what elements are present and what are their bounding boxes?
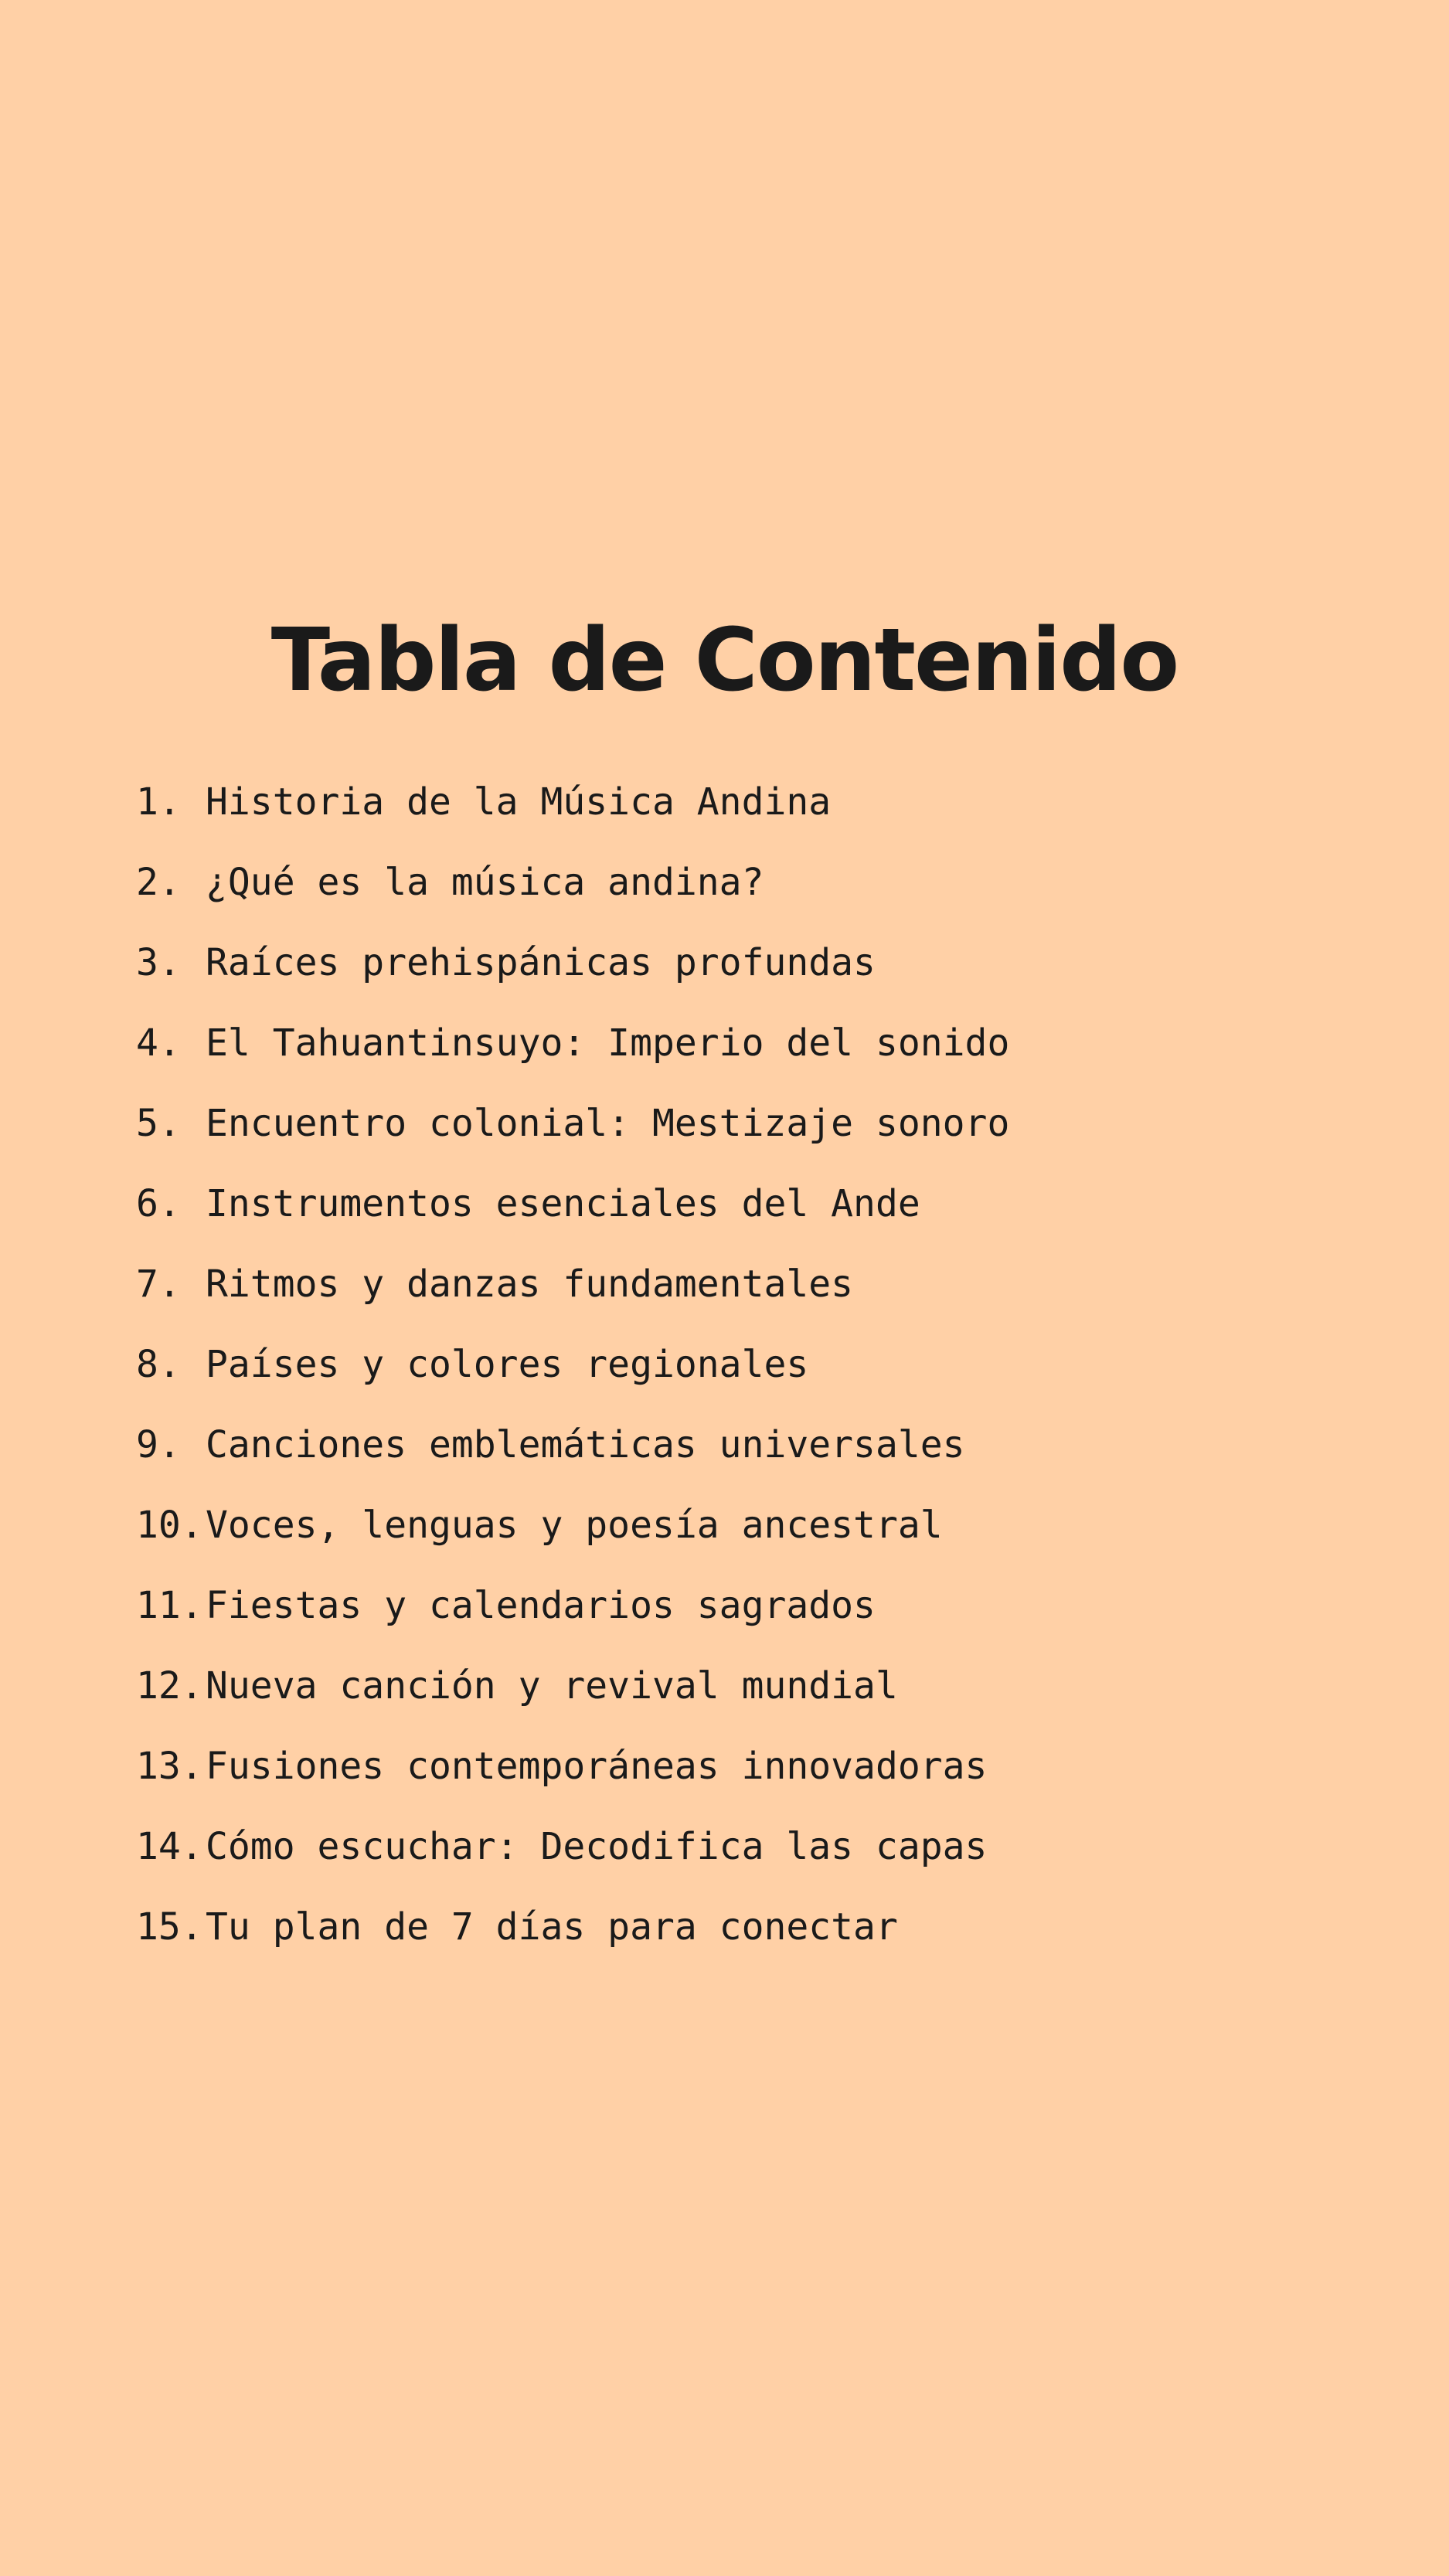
toc-item-number: 4. bbox=[136, 1021, 181, 1065]
toc-item-number: 8. bbox=[136, 1343, 181, 1386]
toc-item-text: Fiestas y calendarios sagrados bbox=[206, 1584, 876, 1627]
toc-item bbox=[136, 1015, 1372, 1096]
toc-item bbox=[136, 1899, 1372, 1980]
toc-item-number: 10. bbox=[136, 1504, 203, 1547]
toc-item bbox=[136, 1256, 1372, 1337]
table-of-contents-list bbox=[136, 774, 1372, 1980]
toc-item-text: Raíces prehispánicas profundas bbox=[206, 941, 876, 984]
toc-item-number: 13. bbox=[136, 1745, 203, 1788]
toc-item-text: Ritmos y danzas fundamentales bbox=[206, 1263, 854, 1306]
toc-item bbox=[136, 1337, 1372, 1417]
toc-item-number: 5. bbox=[136, 1102, 181, 1145]
toc-item bbox=[136, 774, 1372, 855]
toc-item-number: 12. bbox=[136, 1664, 203, 1708]
toc-item bbox=[136, 1497, 1372, 1578]
toc-item-text: Nueva canción y revival mundial bbox=[206, 1664, 898, 1708]
toc-item-number: 11. bbox=[136, 1584, 203, 1627]
toc-item-text: ¿Qué es la música andina? bbox=[206, 861, 764, 904]
toc-item-text: Tu plan de 7 días para conectar bbox=[206, 1905, 898, 1949]
toc-item bbox=[136, 1658, 1372, 1738]
toc-item-text: Encuentro colonial: Mestizaje sonoro bbox=[206, 1102, 1010, 1145]
toc-item-text: Canciones emblemáticas universales bbox=[206, 1423, 965, 1466]
toc-item bbox=[136, 1578, 1372, 1658]
toc-item-text: Fusiones contemporáneas innovadoras bbox=[206, 1745, 988, 1788]
toc-item-text: El Tahuantinsuyo: Imperio del sonido bbox=[206, 1021, 1010, 1065]
toc-item-number: 7. bbox=[136, 1263, 181, 1306]
toc-item-text: Instrumentos esenciales del Ande bbox=[206, 1182, 920, 1225]
toc-item-number: 15. bbox=[136, 1905, 203, 1949]
toc-item bbox=[136, 1819, 1372, 1899]
toc-item bbox=[136, 1738, 1372, 1819]
toc-item bbox=[136, 855, 1372, 935]
toc-item-number: 2. bbox=[136, 861, 181, 904]
toc-item-text: Países y colores regionales bbox=[206, 1343, 809, 1386]
toc-item bbox=[136, 1176, 1372, 1256]
toc-item-number: 9. bbox=[136, 1423, 181, 1466]
toc-item bbox=[136, 1417, 1372, 1497]
toc-item-number: 6. bbox=[136, 1182, 181, 1225]
toc-item-text: Voces, lenguas y poesía ancestral bbox=[206, 1504, 943, 1547]
toc-item-number: 3. bbox=[136, 941, 181, 984]
toc-item-text: Historia de la Música Andina bbox=[206, 780, 832, 824]
toc-item-number: 14. bbox=[136, 1825, 203, 1868]
toc-item-number: 1. bbox=[136, 780, 181, 824]
toc-item bbox=[136, 935, 1372, 1015]
toc-item-text: Cómo escuchar: Decodifica las capas bbox=[206, 1825, 988, 1868]
page-title: Tabla de Contenido bbox=[270, 610, 1179, 711]
toc-item bbox=[136, 1096, 1372, 1176]
